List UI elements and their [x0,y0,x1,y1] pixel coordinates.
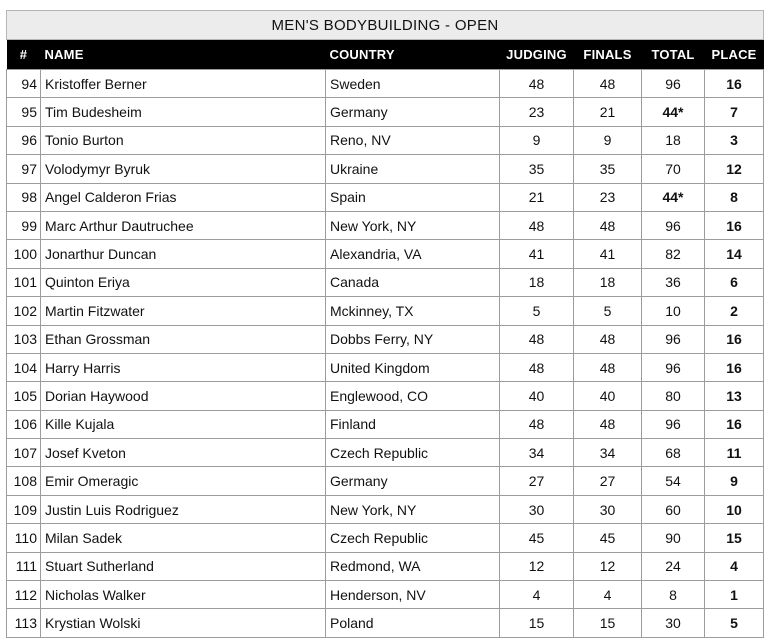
cell-country: Czech Republic [326,439,500,467]
table-row [7,183,764,211]
table-row [7,268,764,296]
cell-total: 8 [642,581,705,609]
header-place: PLACE [705,40,764,70]
table-row [7,353,764,381]
cell-finals: 18 [574,268,642,296]
cell-country: Henderson, NV [326,581,500,609]
cell-place: 16 [705,410,764,438]
cell-finals: 5 [574,297,642,325]
cell-country: Reno, NV [326,126,500,154]
cell-name: Quinton Eriya [41,268,326,296]
table-row [7,581,764,609]
cell-number: 97 [7,155,41,183]
cell-country: Spain [326,183,500,211]
cell-name: Stuart Sutherland [41,552,326,580]
cell-judging: 48 [500,70,574,98]
cell-total: 54 [642,467,705,495]
cell-country: Germany [326,98,500,126]
cell-finals: 35 [574,155,642,183]
cell-country: United Kingdom [326,353,500,381]
cell-place: 9 [705,467,764,495]
cell-total: 96 [642,410,705,438]
cell-finals: 45 [574,524,642,552]
cell-judging: 23 [500,98,574,126]
table-body [7,70,764,638]
cell-total: 44* [642,98,705,126]
cell-number: 104 [7,353,41,381]
cell-name: Justin Luis Rodriguez [41,495,326,523]
cell-total: 96 [642,353,705,381]
cell-judging: 27 [500,467,574,495]
cell-judging: 18 [500,268,574,296]
cell-country: New York, NY [326,211,500,239]
cell-place: 16 [705,325,764,353]
cell-total: 80 [642,382,705,410]
cell-finals: 9 [574,126,642,154]
cell-place: 16 [705,211,764,239]
cell-country: Sweden [326,70,500,98]
cell-number: 110 [7,524,41,552]
table-title: MEN'S BODYBUILDING - OPEN [7,11,764,40]
cell-place: 6 [705,268,764,296]
cell-name: Milan Sadek [41,524,326,552]
cell-name: Nicholas Walker [41,581,326,609]
cell-place: 10 [705,495,764,523]
cell-name: Marc Arthur Dautruchee [41,211,326,239]
table-row [7,325,764,353]
cell-judging: 48 [500,211,574,239]
cell-total: 18 [642,126,705,154]
cell-finals: 34 [574,439,642,467]
cell-number: 107 [7,439,41,467]
cell-name: Harry Harris [41,353,326,381]
cell-name: Kille Kujala [41,410,326,438]
cell-finals: 12 [574,552,642,580]
cell-judging: 5 [500,297,574,325]
table-row [7,382,764,410]
cell-finals: 27 [574,467,642,495]
cell-number: 108 [7,467,41,495]
cell-judging: 45 [500,524,574,552]
table-title-row [7,11,764,40]
cell-finals: 15 [574,609,642,637]
cell-finals: 48 [574,70,642,98]
cell-total: 10 [642,297,705,325]
cell-total: 96 [642,70,705,98]
cell-number: 106 [7,410,41,438]
cell-total: 96 [642,325,705,353]
cell-finals: 48 [574,410,642,438]
cell-total: 70 [642,155,705,183]
cell-name: Tim Budesheim [41,98,326,126]
cell-finals: 30 [574,495,642,523]
cell-name: Jonarthur Duncan [41,240,326,268]
cell-judging: 4 [500,581,574,609]
cell-total: 36 [642,268,705,296]
cell-country: Germany [326,467,500,495]
cell-total: 82 [642,240,705,268]
cell-place: 5 [705,609,764,637]
cell-place: 16 [705,70,764,98]
cell-name: Emir Omeragic [41,467,326,495]
cell-number: 96 [7,126,41,154]
cell-number: 99 [7,211,41,239]
header-country: COUNTRY [326,40,500,70]
cell-finals: 48 [574,325,642,353]
cell-number: 111 [7,552,41,580]
cell-judging: 48 [500,325,574,353]
cell-place: 15 [705,524,764,552]
cell-judging: 48 [500,410,574,438]
cell-name: Ethan Grossman [41,325,326,353]
header-total: TOTAL [642,40,705,70]
header-name: NAME [41,40,326,70]
cell-judging: 21 [500,183,574,211]
table-row [7,524,764,552]
table-row [7,240,764,268]
cell-judging: 40 [500,382,574,410]
cell-total: 30 [642,609,705,637]
cell-place: 7 [705,98,764,126]
cell-country: Poland [326,609,500,637]
cell-judging: 41 [500,240,574,268]
cell-place: 14 [705,240,764,268]
table-row [7,439,764,467]
cell-total: 90 [642,524,705,552]
cell-name: Martin Fitzwater [41,297,326,325]
cell-judging: 48 [500,353,574,381]
cell-judging: 15 [500,609,574,637]
cell-total: 24 [642,552,705,580]
cell-finals: 41 [574,240,642,268]
cell-finals: 48 [574,211,642,239]
cell-finals: 48 [574,353,642,381]
cell-place: 1 [705,581,764,609]
cell-country: Czech Republic [326,524,500,552]
cell-judging: 35 [500,155,574,183]
cell-name: Krystian Wolski [41,609,326,637]
cell-place: 12 [705,155,764,183]
cell-judging: 12 [500,552,574,580]
table-row [7,609,764,637]
cell-name: Josef Kveton [41,439,326,467]
cell-finals: 23 [574,183,642,211]
cell-name: Volodymyr Byruk [41,155,326,183]
header-judging: JUDGING [500,40,574,70]
cell-country: Ukraine [326,155,500,183]
cell-place: 13 [705,382,764,410]
cell-country: Finland [326,410,500,438]
cell-number: 94 [7,70,41,98]
cell-country: Redmond, WA [326,552,500,580]
cell-place: 2 [705,297,764,325]
cell-name: Dorian Haywood [41,382,326,410]
cell-place: 3 [705,126,764,154]
results-table [6,10,764,638]
table-row [7,98,764,126]
cell-total: 96 [642,211,705,239]
cell-country: Alexandria, VA [326,240,500,268]
cell-place: 16 [705,353,764,381]
table-row [7,211,764,239]
cell-judging: 30 [500,495,574,523]
cell-place: 11 [705,439,764,467]
header-number: # [7,40,41,70]
cell-country: Dobbs Ferry, NY [326,325,500,353]
cell-finals: 40 [574,382,642,410]
table-row [7,126,764,154]
cell-number: 105 [7,382,41,410]
cell-number: 101 [7,268,41,296]
cell-name: Angel Calderon Frias [41,183,326,211]
table-row [7,495,764,523]
cell-number: 95 [7,98,41,126]
cell-number: 102 [7,297,41,325]
table-row [7,155,764,183]
cell-country: Canada [326,268,500,296]
cell-place: 8 [705,183,764,211]
table-row [7,552,764,580]
table-header-row [7,40,764,70]
cell-number: 109 [7,495,41,523]
cell-country: Mckinney, TX [326,297,500,325]
cell-total: 68 [642,439,705,467]
results-table-container [6,10,763,638]
cell-number: 100 [7,240,41,268]
cell-country: Englewood, CO [326,382,500,410]
cell-total: 60 [642,495,705,523]
cell-judging: 9 [500,126,574,154]
cell-judging: 34 [500,439,574,467]
cell-country: New York, NY [326,495,500,523]
cell-number: 112 [7,581,41,609]
cell-finals: 4 [574,581,642,609]
table-row [7,410,764,438]
cell-number: 98 [7,183,41,211]
cell-number: 103 [7,325,41,353]
table-row [7,467,764,495]
table-row [7,297,764,325]
cell-number: 113 [7,609,41,637]
cell-name: Kristoffer Berner [41,70,326,98]
cell-place: 4 [705,552,764,580]
cell-name: Tonio Burton [41,126,326,154]
header-finals: FINALS [574,40,642,70]
cell-total: 44* [642,183,705,211]
cell-finals: 21 [574,98,642,126]
table-row [7,70,764,98]
